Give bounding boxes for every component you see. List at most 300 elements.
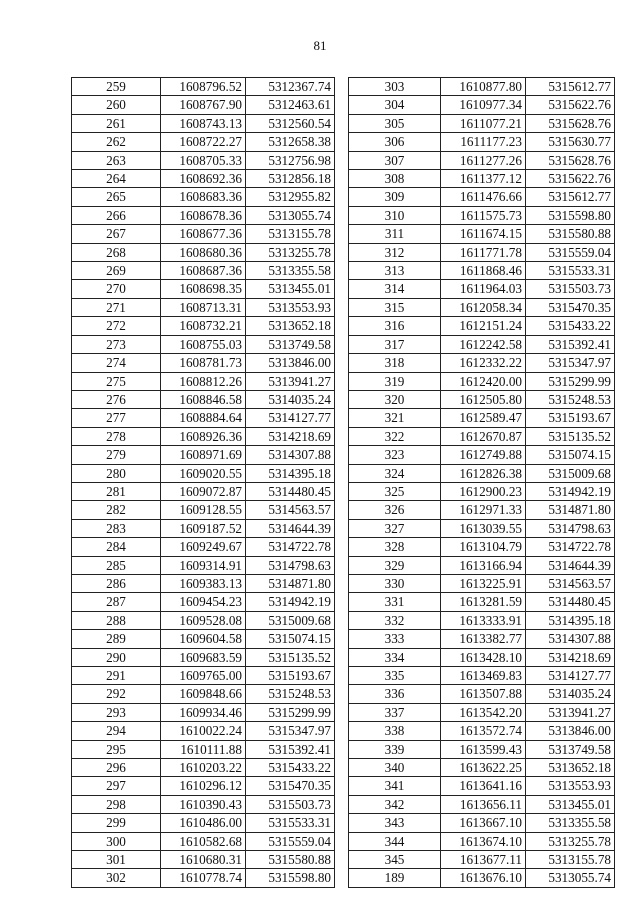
x-coordinate-cell: 1611077.21	[441, 114, 526, 132]
y-coordinate-cell: 5315074.15	[526, 446, 615, 464]
point-number-cell: 298	[72, 795, 161, 813]
point-number-cell: 288	[72, 611, 161, 629]
y-coordinate-cell: 5314218.69	[246, 427, 335, 445]
x-coordinate-cell: 1610022.24	[161, 722, 246, 740]
point-number-cell: 308	[349, 170, 441, 188]
y-coordinate-cell: 5314395.18	[526, 611, 615, 629]
x-coordinate-cell: 1612749.88	[441, 446, 526, 464]
table-row	[349, 317, 615, 335]
point-number-cell: 307	[349, 151, 441, 169]
x-coordinate-cell: 1612589.47	[441, 409, 526, 427]
y-coordinate-cell: 5315533.31	[526, 262, 615, 280]
y-coordinate-cell: 5315248.53	[246, 685, 335, 703]
point-number-cell: 340	[349, 759, 441, 777]
y-coordinate-cell: 5315193.67	[526, 409, 615, 427]
y-coordinate-cell: 5313846.00	[526, 722, 615, 740]
point-number-cell: 330	[349, 574, 441, 592]
y-coordinate-cell: 5315392.41	[526, 335, 615, 353]
x-coordinate-cell: 1612420.00	[441, 372, 526, 390]
table-row	[349, 703, 615, 721]
x-coordinate-cell: 1608767.90	[161, 96, 246, 114]
y-coordinate-cell: 5315598.80	[526, 206, 615, 224]
coordinates-table-left	[71, 77, 335, 888]
point-number-cell: 271	[72, 298, 161, 316]
table-row	[349, 114, 615, 132]
x-coordinate-cell: 1611674.15	[441, 225, 526, 243]
x-coordinate-cell: 1609249.67	[161, 538, 246, 556]
table-row	[349, 538, 615, 556]
point-number-cell: 265	[72, 188, 161, 206]
x-coordinate-cell: 1612670.87	[441, 427, 526, 445]
point-number-cell: 333	[349, 630, 441, 648]
table-row	[72, 630, 335, 648]
x-coordinate-cell: 1613382.77	[441, 630, 526, 648]
table-row	[349, 759, 615, 777]
y-coordinate-cell: 5314942.19	[246, 593, 335, 611]
table-row	[72, 317, 335, 335]
y-coordinate-cell: 5315622.76	[526, 96, 615, 114]
point-number-cell: 189	[349, 869, 441, 887]
table-row	[72, 262, 335, 280]
point-number-cell: 280	[72, 464, 161, 482]
point-number-cell: 285	[72, 556, 161, 574]
y-coordinate-cell: 5315299.99	[526, 372, 615, 390]
x-coordinate-cell: 1608781.73	[161, 354, 246, 372]
point-number-cell: 275	[72, 372, 161, 390]
y-coordinate-cell: 5314942.19	[526, 482, 615, 500]
y-coordinate-cell: 5314480.45	[526, 593, 615, 611]
x-coordinate-cell: 1608678.36	[161, 206, 246, 224]
x-coordinate-cell: 1608687.36	[161, 262, 246, 280]
point-number-cell: 262	[72, 133, 161, 151]
y-coordinate-cell: 5314871.80	[246, 574, 335, 592]
x-coordinate-cell: 1608971.69	[161, 446, 246, 464]
point-number-cell: 266	[72, 206, 161, 224]
y-coordinate-cell: 5314127.77	[526, 667, 615, 685]
x-coordinate-cell: 1610977.34	[441, 96, 526, 114]
point-number-cell: 267	[72, 225, 161, 243]
table-row	[349, 427, 615, 445]
table-row	[72, 354, 335, 372]
table-row	[72, 795, 335, 813]
y-coordinate-cell: 5315347.97	[526, 354, 615, 372]
x-coordinate-cell: 1609454.23	[161, 593, 246, 611]
y-coordinate-cell: 5312367.74	[246, 78, 335, 96]
y-coordinate-cell: 5315630.77	[526, 133, 615, 151]
y-coordinate-cell: 5313846.00	[246, 354, 335, 372]
point-number-cell: 302	[72, 869, 161, 887]
table-row	[349, 851, 615, 869]
table-row	[72, 611, 335, 629]
x-coordinate-cell: 1609187.52	[161, 519, 246, 537]
point-number-cell: 303	[349, 78, 441, 96]
y-coordinate-cell: 5314127.77	[246, 409, 335, 427]
x-coordinate-cell: 1613281.59	[441, 593, 526, 611]
y-coordinate-cell: 5314218.69	[526, 648, 615, 666]
point-number-cell: 294	[72, 722, 161, 740]
x-coordinate-cell: 1609314.91	[161, 556, 246, 574]
x-coordinate-cell: 1613166.94	[441, 556, 526, 574]
y-coordinate-cell: 5313055.74	[526, 869, 615, 887]
y-coordinate-cell: 5314563.57	[526, 574, 615, 592]
table-row	[349, 556, 615, 574]
point-number-cell: 289	[72, 630, 161, 648]
point-number-cell: 311	[349, 225, 441, 243]
point-number-cell: 310	[349, 206, 441, 224]
table-row	[72, 667, 335, 685]
y-coordinate-cell: 5313255.78	[246, 243, 335, 261]
y-coordinate-cell: 5313355.58	[526, 814, 615, 832]
table-row	[349, 206, 615, 224]
y-coordinate-cell: 5315074.15	[246, 630, 335, 648]
x-coordinate-cell: 1611476.66	[441, 188, 526, 206]
table-row	[349, 685, 615, 703]
y-coordinate-cell: 5315347.97	[246, 722, 335, 740]
table-body	[349, 78, 615, 888]
y-coordinate-cell: 5313941.27	[246, 372, 335, 390]
table-row	[72, 685, 335, 703]
point-number-cell: 259	[72, 78, 161, 96]
y-coordinate-cell: 5315622.76	[526, 170, 615, 188]
table-row	[72, 538, 335, 556]
table-row	[72, 133, 335, 151]
point-number-cell: 260	[72, 96, 161, 114]
point-number-cell: 335	[349, 667, 441, 685]
point-number-cell: 264	[72, 170, 161, 188]
y-coordinate-cell: 5313355.58	[246, 262, 335, 280]
x-coordinate-cell: 1608680.36	[161, 243, 246, 261]
table-row	[72, 574, 335, 592]
x-coordinate-cell: 1608812.26	[161, 372, 246, 390]
table-row	[349, 519, 615, 537]
x-coordinate-cell: 1612332.22	[441, 354, 526, 372]
point-number-cell: 297	[72, 777, 161, 795]
table-row	[72, 409, 335, 427]
point-number-cell: 345	[349, 851, 441, 869]
y-coordinate-cell: 5315009.68	[526, 464, 615, 482]
x-coordinate-cell: 1611575.73	[441, 206, 526, 224]
y-coordinate-cell: 5315503.73	[526, 280, 615, 298]
table-row	[349, 298, 615, 316]
x-coordinate-cell: 1608692.36	[161, 170, 246, 188]
point-number-cell: 306	[349, 133, 441, 151]
x-coordinate-cell: 1613572.74	[441, 722, 526, 740]
y-coordinate-cell: 5314798.63	[246, 556, 335, 574]
point-number-cell: 309	[349, 188, 441, 206]
point-number-cell: 331	[349, 593, 441, 611]
x-coordinate-cell: 1613667.10	[441, 814, 526, 832]
y-coordinate-cell: 5312955.82	[246, 188, 335, 206]
point-number-cell: 301	[72, 851, 161, 869]
y-coordinate-cell: 5315580.88	[246, 851, 335, 869]
point-number-cell: 276	[72, 390, 161, 408]
x-coordinate-cell: 1610203.22	[161, 759, 246, 777]
point-number-cell: 277	[72, 409, 161, 427]
y-coordinate-cell: 5313255.78	[526, 832, 615, 850]
table-row	[72, 446, 335, 464]
table-row	[349, 96, 615, 114]
x-coordinate-cell: 1609020.55	[161, 464, 246, 482]
point-number-cell: 299	[72, 814, 161, 832]
y-coordinate-cell: 5314644.39	[526, 556, 615, 574]
x-coordinate-cell: 1610582.68	[161, 832, 246, 850]
x-coordinate-cell: 1612900.23	[441, 482, 526, 500]
y-coordinate-cell: 5313155.78	[246, 225, 335, 243]
point-number-cell: 314	[349, 280, 441, 298]
x-coordinate-cell: 1608732.21	[161, 317, 246, 335]
point-number-cell: 325	[349, 482, 441, 500]
point-number-cell: 322	[349, 427, 441, 445]
table-row	[349, 795, 615, 813]
point-number-cell: 282	[72, 501, 161, 519]
y-coordinate-cell: 5313652.18	[526, 759, 615, 777]
y-coordinate-cell: 5315009.68	[246, 611, 335, 629]
table-row	[349, 722, 615, 740]
point-number-cell: 318	[349, 354, 441, 372]
y-coordinate-cell: 5313553.93	[526, 777, 615, 795]
y-coordinate-cell: 5313155.78	[526, 851, 615, 869]
x-coordinate-cell: 1613622.25	[441, 759, 526, 777]
point-number-cell: 317	[349, 335, 441, 353]
table-row	[72, 556, 335, 574]
x-coordinate-cell: 1613674.10	[441, 832, 526, 850]
table-row	[349, 151, 615, 169]
point-number-cell: 323	[349, 446, 441, 464]
table-row	[349, 501, 615, 519]
y-coordinate-cell: 5315628.76	[526, 151, 615, 169]
y-coordinate-cell: 5315628.76	[526, 114, 615, 132]
point-number-cell: 313	[349, 262, 441, 280]
x-coordinate-cell: 1608926.36	[161, 427, 246, 445]
x-coordinate-cell: 1610680.31	[161, 851, 246, 869]
x-coordinate-cell: 1608722.27	[161, 133, 246, 151]
y-coordinate-cell: 5312658.38	[246, 133, 335, 151]
table-row	[349, 243, 615, 261]
x-coordinate-cell: 1609683.59	[161, 648, 246, 666]
point-number-cell: 261	[72, 114, 161, 132]
point-number-cell: 278	[72, 427, 161, 445]
table-row	[349, 225, 615, 243]
point-number-cell: 326	[349, 501, 441, 519]
y-coordinate-cell: 5315299.99	[246, 703, 335, 721]
table-row	[349, 667, 615, 685]
table-row	[349, 354, 615, 372]
y-coordinate-cell: 5312560.54	[246, 114, 335, 132]
x-coordinate-cell: 1612826.38	[441, 464, 526, 482]
y-coordinate-cell: 5315135.52	[526, 427, 615, 445]
table-row	[349, 446, 615, 464]
point-number-cell: 286	[72, 574, 161, 592]
y-coordinate-cell: 5315248.53	[526, 390, 615, 408]
y-coordinate-cell: 5314871.80	[526, 501, 615, 519]
y-coordinate-cell: 5313652.18	[246, 317, 335, 335]
x-coordinate-cell: 1609072.87	[161, 482, 246, 500]
x-coordinate-cell: 1608705.33	[161, 151, 246, 169]
table-row	[72, 777, 335, 795]
point-number-cell: 341	[349, 777, 441, 795]
x-coordinate-cell: 1609765.00	[161, 667, 246, 685]
x-coordinate-cell: 1613677.11	[441, 851, 526, 869]
table-row	[72, 206, 335, 224]
table-row	[72, 225, 335, 243]
point-number-cell: 283	[72, 519, 161, 537]
point-number-cell: 274	[72, 354, 161, 372]
table-row	[72, 464, 335, 482]
x-coordinate-cell: 1612058.34	[441, 298, 526, 316]
x-coordinate-cell: 1610390.43	[161, 795, 246, 813]
point-number-cell: 305	[349, 114, 441, 132]
table-body	[72, 78, 335, 888]
y-coordinate-cell: 5315470.35	[526, 298, 615, 316]
table-row	[72, 722, 335, 740]
y-coordinate-cell: 5315470.35	[246, 777, 335, 795]
table-row	[72, 78, 335, 96]
table-row	[72, 114, 335, 132]
y-coordinate-cell: 5314035.24	[246, 390, 335, 408]
y-coordinate-cell: 5314722.78	[246, 538, 335, 556]
y-coordinate-cell: 5315533.31	[246, 814, 335, 832]
y-coordinate-cell: 5315193.67	[246, 667, 335, 685]
x-coordinate-cell: 1608713.31	[161, 298, 246, 316]
y-coordinate-cell: 5313055.74	[246, 206, 335, 224]
table-row	[72, 869, 335, 887]
x-coordinate-cell: 1612971.33	[441, 501, 526, 519]
y-coordinate-cell: 5313749.58	[246, 335, 335, 353]
point-number-cell: 279	[72, 446, 161, 464]
point-number-cell: 339	[349, 740, 441, 758]
point-number-cell: 292	[72, 685, 161, 703]
x-coordinate-cell: 1612505.80	[441, 390, 526, 408]
table-row	[72, 390, 335, 408]
point-number-cell: 273	[72, 335, 161, 353]
table-row	[349, 188, 615, 206]
y-coordinate-cell: 5314563.57	[246, 501, 335, 519]
y-coordinate-cell: 5313553.93	[246, 298, 335, 316]
point-number-cell: 268	[72, 243, 161, 261]
x-coordinate-cell: 1611277.26	[441, 151, 526, 169]
y-coordinate-cell: 5315433.22	[526, 317, 615, 335]
x-coordinate-cell: 1608677.36	[161, 225, 246, 243]
y-coordinate-cell: 5315392.41	[246, 740, 335, 758]
point-number-cell: 290	[72, 648, 161, 666]
table-row	[349, 593, 615, 611]
point-number-cell: 287	[72, 593, 161, 611]
point-number-cell: 329	[349, 556, 441, 574]
table-row	[349, 814, 615, 832]
x-coordinate-cell: 1610486.00	[161, 814, 246, 832]
point-number-cell: 344	[349, 832, 441, 850]
x-coordinate-cell: 1612151.24	[441, 317, 526, 335]
table-row	[349, 464, 615, 482]
x-coordinate-cell: 1613507.88	[441, 685, 526, 703]
x-coordinate-cell: 1613469.83	[441, 667, 526, 685]
x-coordinate-cell: 1611177.23	[441, 133, 526, 151]
table-row	[72, 832, 335, 850]
x-coordinate-cell: 1610778.74	[161, 869, 246, 887]
y-coordinate-cell: 5313749.58	[526, 740, 615, 758]
page-number: 81	[313, 38, 327, 53]
table-row	[349, 611, 615, 629]
point-number-cell: 270	[72, 280, 161, 298]
y-coordinate-cell: 5314307.88	[526, 630, 615, 648]
x-coordinate-cell: 1609934.46	[161, 703, 246, 721]
y-coordinate-cell: 5315598.80	[246, 869, 335, 887]
point-number-cell: 342	[349, 795, 441, 813]
point-number-cell: 304	[349, 96, 441, 114]
table-row	[349, 390, 615, 408]
table-row	[72, 648, 335, 666]
y-coordinate-cell: 5315503.73	[246, 795, 335, 813]
table-row	[72, 96, 335, 114]
table-row	[72, 280, 335, 298]
x-coordinate-cell: 1608683.36	[161, 188, 246, 206]
x-coordinate-cell: 1608884.64	[161, 409, 246, 427]
table-row	[72, 151, 335, 169]
x-coordinate-cell: 1613428.10	[441, 648, 526, 666]
point-number-cell: 343	[349, 814, 441, 832]
y-coordinate-cell: 5312756.98	[246, 151, 335, 169]
table-row	[349, 630, 615, 648]
x-coordinate-cell: 1608796.52	[161, 78, 246, 96]
y-coordinate-cell: 5314798.63	[526, 519, 615, 537]
y-coordinate-cell: 5315612.77	[526, 78, 615, 96]
y-coordinate-cell: 5314644.39	[246, 519, 335, 537]
point-number-cell: 328	[349, 538, 441, 556]
y-coordinate-cell: 5315559.04	[526, 243, 615, 261]
point-number-cell: 320	[349, 390, 441, 408]
table-row	[349, 170, 615, 188]
x-coordinate-cell: 1613104.79	[441, 538, 526, 556]
table-row	[72, 482, 335, 500]
x-coordinate-cell: 1613676.10	[441, 869, 526, 887]
y-coordinate-cell: 5314395.18	[246, 464, 335, 482]
point-number-cell: 315	[349, 298, 441, 316]
x-coordinate-cell: 1613333.91	[441, 611, 526, 629]
table-row	[349, 574, 615, 592]
y-coordinate-cell: 5314035.24	[526, 685, 615, 703]
point-number-cell: 334	[349, 648, 441, 666]
x-coordinate-cell: 1609128.55	[161, 501, 246, 519]
table-row	[72, 814, 335, 832]
table-row	[349, 280, 615, 298]
table-row	[349, 372, 615, 390]
table-row	[349, 262, 615, 280]
table-row	[72, 501, 335, 519]
table-row	[72, 170, 335, 188]
x-coordinate-cell: 1611771.78	[441, 243, 526, 261]
x-coordinate-cell: 1613225.91	[441, 574, 526, 592]
point-number-cell: 332	[349, 611, 441, 629]
x-coordinate-cell: 1610877.80	[441, 78, 526, 96]
point-number-cell: 291	[72, 667, 161, 685]
x-coordinate-cell: 1608755.03	[161, 335, 246, 353]
x-coordinate-cell: 1609848.66	[161, 685, 246, 703]
y-coordinate-cell: 5315559.04	[246, 832, 335, 850]
table-row	[72, 759, 335, 777]
y-coordinate-cell: 5315580.88	[526, 225, 615, 243]
point-number-cell: 295	[72, 740, 161, 758]
table-row	[349, 832, 615, 850]
y-coordinate-cell: 5314307.88	[246, 446, 335, 464]
table-row	[72, 740, 335, 758]
point-number-cell: 312	[349, 243, 441, 261]
x-coordinate-cell: 1613599.43	[441, 740, 526, 758]
x-coordinate-cell: 1609528.08	[161, 611, 246, 629]
x-coordinate-cell: 1613641.16	[441, 777, 526, 795]
point-number-cell: 321	[349, 409, 441, 427]
point-number-cell: 281	[72, 482, 161, 500]
table-row	[72, 593, 335, 611]
